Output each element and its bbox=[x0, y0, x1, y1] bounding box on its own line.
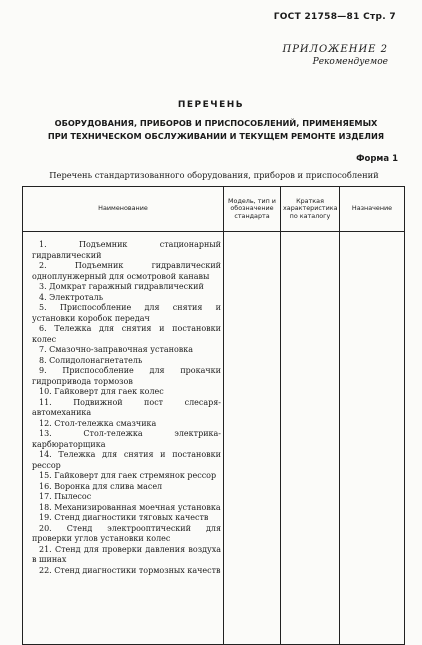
list-item: 7. Смазочно-заправочная установка bbox=[39, 345, 194, 354]
list-item: 3. Домкрат гаражный гидравлический bbox=[39, 282, 204, 291]
list-item: 16. Воронка для слива масел bbox=[39, 481, 163, 491]
appendix-label bbox=[282, 44, 388, 67]
equipment-table bbox=[22, 186, 405, 645]
column-header-characteristics: Краткая характеристика по каталогу bbox=[281, 187, 340, 232]
appendix-title: ПРИЛОЖЕНИЕ 2 bbox=[282, 44, 388, 55]
list-item: 10. Гайковерт для гаек колес bbox=[39, 387, 164, 396]
name-column-cell bbox=[23, 232, 224, 645]
list-item: 17. Пылесос bbox=[39, 492, 92, 501]
subtitle-line-1: ОБОРУДОВАНИЯ, ПРИБОРОВ И ПРИСПОСОБЛЕНИЙ, ПРИМЕНЯЕМЫХ bbox=[54, 118, 378, 128]
list-item: 22. Стенд диагностики тормозных качеств bbox=[39, 565, 221, 575]
list-item: 13. Стол-тележка электрика-карбюраторщика bbox=[32, 429, 221, 449]
list-item: 8. Солидолонагнетатель bbox=[39, 355, 143, 365]
list-item: 9. Приспособление для прокачки гидропривода тормозов bbox=[32, 366, 221, 386]
list-item: 21. Стенд для проверки давления воздуха в шинах bbox=[32, 544, 221, 564]
page-header: ГОСТ 21758—81 Стр. 7 bbox=[273, 12, 396, 22]
list-item: 15. Гайковерт для гаек стремянок рессор bbox=[39, 471, 217, 480]
list-item: 11. Подвижной пост слесаря-автомеханика bbox=[32, 397, 221, 417]
equipment-list bbox=[23, 232, 223, 576]
document-title: ПЕРЕЧЕНЬ bbox=[177, 100, 245, 110]
list-item: 1. Подъемник стационарный гидравлический bbox=[32, 240, 221, 260]
list-item: 5. Приспособление для снятия и установки коробок передач bbox=[32, 303, 221, 323]
list-item: 4. Электроталь bbox=[39, 292, 104, 302]
list-item: 20. Стенд электрооптический для проверки углов установки колес bbox=[32, 523, 221, 543]
form-label: Форма 1 bbox=[356, 154, 398, 164]
list-item: 2. Подъемник гидравлический одноплунжерный для осмотровой канавы bbox=[32, 261, 221, 281]
list-item: 18. Механизированная моечная установка bbox=[39, 502, 221, 512]
list-item: 6. Тележка для снятия и постановки колес bbox=[32, 324, 221, 344]
column-header-purpose: Назначение bbox=[340, 187, 405, 232]
appendix-subtitle: Рекомендуемое bbox=[312, 57, 388, 67]
list-item: 19. Стенд диагностики тяговых качеств bbox=[39, 513, 209, 522]
subtitle-line-2: ПРИ ТЕХНИЧЕСКОМ ОБСЛУЖИВАНИИ И ТЕКУЩЕМ РЕМОНТЕ ИЗДЕЛИЯ bbox=[47, 131, 385, 141]
purpose-column-cell bbox=[340, 232, 405, 645]
column-header-name: Наименование bbox=[23, 187, 224, 232]
list-item: 14. Тележка для снятия и постановки рессор bbox=[32, 450, 221, 470]
table-caption: Перечень стандартизованного оборудования, приборов и приспособлений bbox=[49, 170, 379, 180]
characteristics-column-cell bbox=[281, 232, 340, 645]
column-header-model: Модель, тип и обозначение стандарта bbox=[224, 187, 281, 232]
document-subtitle bbox=[30, 117, 402, 143]
list-item: 12. Стол-тележка смазчика bbox=[39, 418, 157, 428]
model-column-cell bbox=[224, 232, 281, 645]
